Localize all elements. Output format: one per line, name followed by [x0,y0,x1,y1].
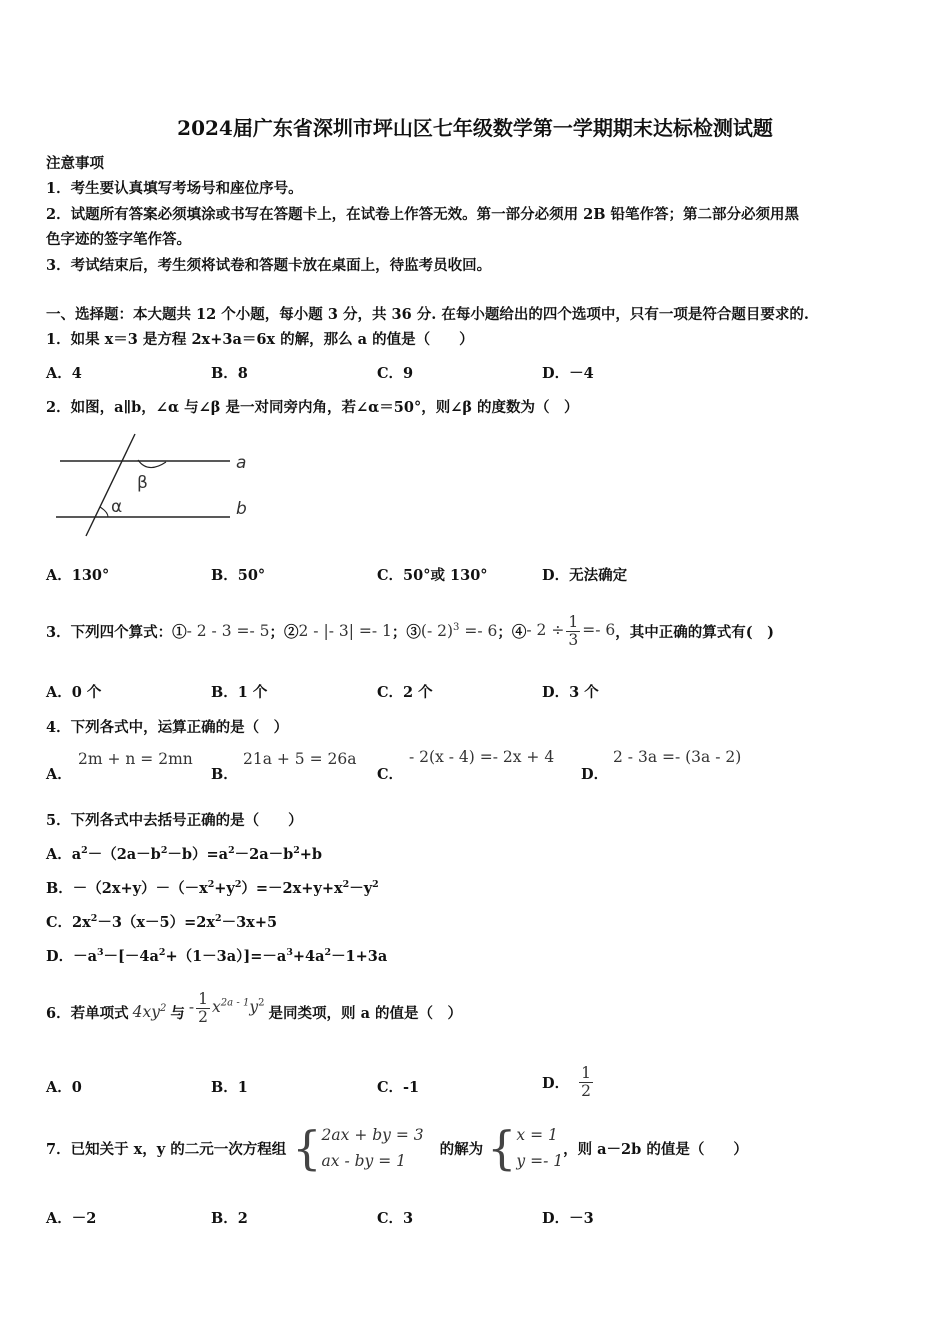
q5-d-exp: 3 [286,947,293,959]
q4-option-c-label: C． [377,766,404,783]
q6-option-d-fraction [579,1065,593,1099]
q2-option-b: B．50° [211,567,266,584]
question-7-stem [46,1120,748,1176]
question-4-stem: 4．下列各式中，运算正确的是（ ） [46,719,289,736]
q5-option-b [46,877,379,898]
q5-d-part: +4a [292,948,325,965]
q7-option-c: C．3 [377,1210,414,1227]
q5-c-part: C．2x [46,914,91,931]
q7-system-eq-1: 2ax + by = 3 [321,1126,424,1144]
q4-option-b-label: B． [211,766,238,783]
question-3-stem [46,604,774,658]
q7-solution-x: x = 1 [516,1126,558,1144]
q6-option-d-label: D． [542,1074,570,1092]
q1-option-a: A．4 [46,365,82,382]
q6-option-d-num: 1 [581,1064,591,1083]
q3-fraction-den: 3 [568,630,579,649]
question-1-stem: 1．如果 x＝3 是方程 2x+3a＝6x 的解，那么 a 的值是（ ） [46,331,474,348]
q7-option-a: A．－2 [46,1210,97,1227]
notice-item-3: 3．考试结束后，考生须将试卷和答题卡放在桌面上，待监考员收回。 [46,257,492,274]
q5-a-part: A．a [46,846,82,863]
notice-item-2-cont: 色字迹的签字笔作答。 [46,231,191,248]
q5-d-part: －[－4a [103,948,159,965]
q5-a-exp: 2 [81,845,88,857]
notice-item-1: 1．考生要认真填写考场号和座位序号。 [46,180,303,197]
q5-b-exp: 2 [342,879,350,891]
q6-prefix: 6．若单项式 [46,1004,129,1022]
q7-option-b: B．2 [211,1210,248,1227]
q3-sep-2: ；② [269,623,299,641]
q6-var-x: x [212,998,221,1016]
q5-option-d [46,945,387,966]
notice-item-2: 2．试题所有答案必须填涂或书写在答题卡上，在试卷上作答无效。第一部分必须用 2B 铅笔作答；第二部分必须用黑 [46,206,800,223]
alpha-arc [100,507,108,517]
q6-var-y: y [249,998,259,1016]
q5-option-c [46,911,277,932]
q5-a-part: －（2a－b [87,846,161,863]
q4-option-a-expr: 2m + n = 2mn [78,750,193,768]
q6-option-d [542,1060,595,1104]
label-beta: β [137,473,148,493]
label-b: b [236,499,247,519]
q6-option-d-den: 2 [581,1081,591,1100]
question-2-stem: 2．如图，a∥b，∠α 与∠β 是一对同旁内角，若∠α＝50°，则∠β 的度数为（ ） [46,399,579,416]
q5-b-exp: 2 [234,879,242,891]
q4-option-d-label: D． [581,766,609,783]
q2-option-a: A．130° [46,567,110,584]
q7-system-eq-2: ax - by = 1 [321,1152,407,1170]
q3-expr-4-lhs: - 2 ÷ [526,621,565,639]
notice-heading: 注意事项 [46,155,104,172]
q4-option-a-label: A． [46,766,72,783]
q7-prefix: 7．已知关于 x，y 的二元一次方程组 [46,1140,287,1158]
q5-b-part: －y [349,880,373,897]
q3-option-c: C．2 个 [377,684,433,701]
q6-mid: 与 [170,1004,185,1022]
q3-sep-4: ；④ [497,623,527,641]
q3-fraction [566,614,580,648]
q5-d-exp: 2 [158,947,166,959]
q6-monomial-1-exp: 2 [159,1002,167,1014]
q3-expr-4-rhs: =- 6 [582,621,616,639]
q6-var-x-exp: 2a - 1 [220,997,250,1009]
q5-b-exp: 2 [207,879,215,891]
question-5-stem: 5．下列各式中去括号正确的是（ ） [46,812,303,829]
q6-option-c: C．-1 [377,1079,420,1096]
q4-option-b-expr: 21a + 5 = 26a [243,750,357,768]
q5-c-part: －3x+5 [221,914,278,931]
q3-prefix: 3．下列四个算式：① [46,623,187,641]
q5-a-exp: 2 [293,845,300,857]
q5-d-part: D．－a [46,948,97,965]
q1-option-c: C．9 [377,365,414,382]
q5-b-part: +y [214,880,235,897]
q5-d-exp: 3 [96,947,104,959]
q6-monomial-1-body: 4xy [132,1003,160,1022]
q7-system [322,1122,424,1174]
section-heading: 一、选择题：本大题共 12 个小题，每小题 3 分，共 36 分. 在每小题给出的四个选项中，只有一项是符合题目要求的. [46,306,809,323]
q3-expr-2: 2 - |- 3| =- 1 [298,622,392,640]
q3-expr-3-rhs: =- 6 [459,622,498,641]
q1-option-d: D．－4 [542,365,594,382]
q2-figure [50,428,270,540]
q2-option-c: C．50°或 130° [377,567,488,584]
q6-option-b: B．1 [211,1079,248,1096]
q3-expr-3 [421,622,497,640]
q6-fraction [196,991,210,1025]
label-alpha: α [111,497,123,517]
q5-option-a [46,843,322,864]
q7-system-brace: { [292,1121,322,1175]
q6-fraction-den: 2 [198,1007,208,1026]
q7-solution [516,1122,563,1174]
q7-suffix: ，则 a－2b 的值是（ ） [563,1140,748,1158]
q6-option-a: A．0 [46,1079,82,1096]
q3-expr-1: - 2 - 3 =- 5 [186,622,270,640]
q7-solution-y: y =- 1 [516,1152,564,1170]
q3-expr-4 [526,614,615,648]
label-a: a [236,453,247,473]
q5-c-exp: 2 [90,913,98,925]
q5-a-part: －2a－b [234,846,294,863]
q5-a-part: －b）=a [167,846,229,863]
q6-monomial-2 [189,991,265,1025]
q6-var-y-exp: 2 [258,997,265,1009]
q3-sep-3: ；③ [391,623,421,641]
transversal [86,434,135,536]
page-title: 2024届广东省深圳市坪山区七年级数学第一学期期末达标检测试题 [177,116,773,140]
q6-suffix: 是同类项，则 a 的值是（ ） [268,1004,463,1022]
q6-fraction-num: 1 [198,990,208,1009]
question-6-stem [46,984,462,1040]
q5-a-exp: 2 [228,845,235,857]
q5-c-exp: 2 [215,913,222,925]
q4-option-d-expr: 2 - 3a =- (3a - 2) [613,748,742,766]
q5-a-exp: 2 [160,845,168,857]
q2-option-d: D．无法确定 [542,567,628,584]
q5-b-part: B．－（2x+y）－（－x [46,880,208,897]
q3-fraction-num: 1 [568,613,579,632]
q7-option-d: D．－3 [542,1210,594,1227]
q5-d-exp: 2 [324,947,332,959]
q5-d-part: +（1－3a）]=－a [165,948,287,965]
q3-suffix: ，其中正确的算式有( ) [615,623,774,641]
q3-expr-3-base: (- 2) [420,622,454,641]
q3-option-d: D．3 个 [542,684,599,701]
q4-option-c-expr: - 2(x - 4) =- 2x + 4 [409,748,555,766]
q5-b-part: ）=－2x+y+x [241,880,343,897]
q3-expr-3-exp: 3 [453,621,460,633]
q5-a-part: +b [299,846,323,863]
q5-b-exp: 2 [372,879,379,891]
q6-sign: - [188,998,195,1016]
q5-d-part: －1+3a [331,948,388,965]
q5-c-part: －3（x－5）=2x [97,914,216,931]
q7-mid: 的解为 [439,1140,484,1158]
q7-solution-brace: { [487,1121,517,1175]
q6-monomial-1 [133,1003,167,1021]
q1-option-b: B．8 [211,365,248,382]
q3-option-a: A．0 个 [46,684,102,701]
q3-option-b: B．1 个 [211,684,268,701]
